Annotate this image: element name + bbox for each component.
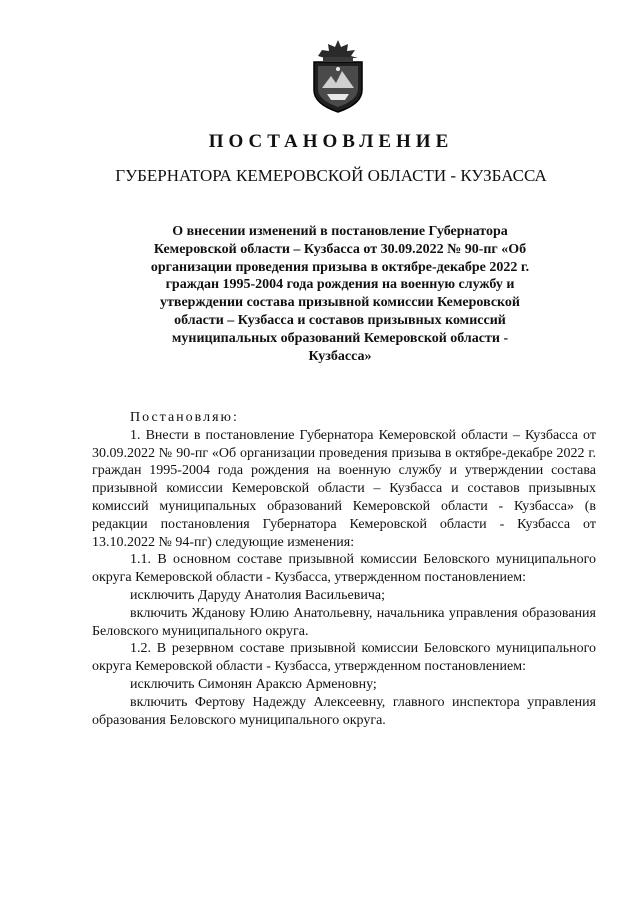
clause-1-1: 1.1. В основном составе призывной комиссии Беловского муниципального округа Кемеровской области - Кузбасса, утвержденном постановлением: [92, 552, 596, 586]
coat-of-arms-emblem [305, 38, 371, 114]
clause-1-2: 1.2. В резервном составе призывной комиссии Беловского муниципального округа Кемеровской области - Кузбасса, утвержденном постановлением: [92, 641, 596, 675]
clause-1-2-include: включить Фертову Надежду Алексеевну, главного инспектора управления образования Беловского муниципального округа. [92, 694, 596, 728]
issuer-heading: ГУБЕРНАТОРА КЕМЕРОВСКОЙ ОБЛАСТИ - КУЗБАССА [115, 166, 547, 185]
clause-1-1-exclude: исключить Даруду Анатолия Васильевича; [130, 587, 385, 603]
clause-1-2-exclude: исключить Симонян Араксю Арменовну; [130, 676, 377, 692]
document-body [92, 409, 596, 729]
clause-1: 1. Внести в постановление Губернатора Кемеровской области – Кузбасса от 30.09.2022 № 90-пг «Об организации проведения призыва в октябре-декабре 2022 г. граждан 1995-2004 года рождения на военную службу и утверждении состава призывной комиссии Кемеровской области – Кузбасса и составов призывных комиссий муниципальных образований Кемеровской области - Кузбасса» (в редакции постановления Губернатора Кемеровской области - Кузбасса от 13.10.2022 № 94-пг) следующие изменения: [92, 427, 596, 550]
clause-1-1-include: включить Жданову Юлию Анатольевну, начальника управления образования Беловского муниципального округа. [92, 605, 596, 639]
document-title: О внесении изменений в постановление Губернатора Кемеровской области – Кузбасса от 30.09.2022 № 90-пг «Об организации проведения призыва в октябре-декабре 2022 г. граждан 1995-2004 года рождения на военную службу и утверждении состава призывной комиссии Кемеровской области – Кузбасса и составов призывных комиссий муниципальных образований Кемеровской области - Кузбасса» [150, 224, 530, 364]
resolution-lead: Постановляю: [130, 410, 239, 425]
document-type-heading: ПОСТАНОВЛЕНИЕ [208, 131, 454, 152]
